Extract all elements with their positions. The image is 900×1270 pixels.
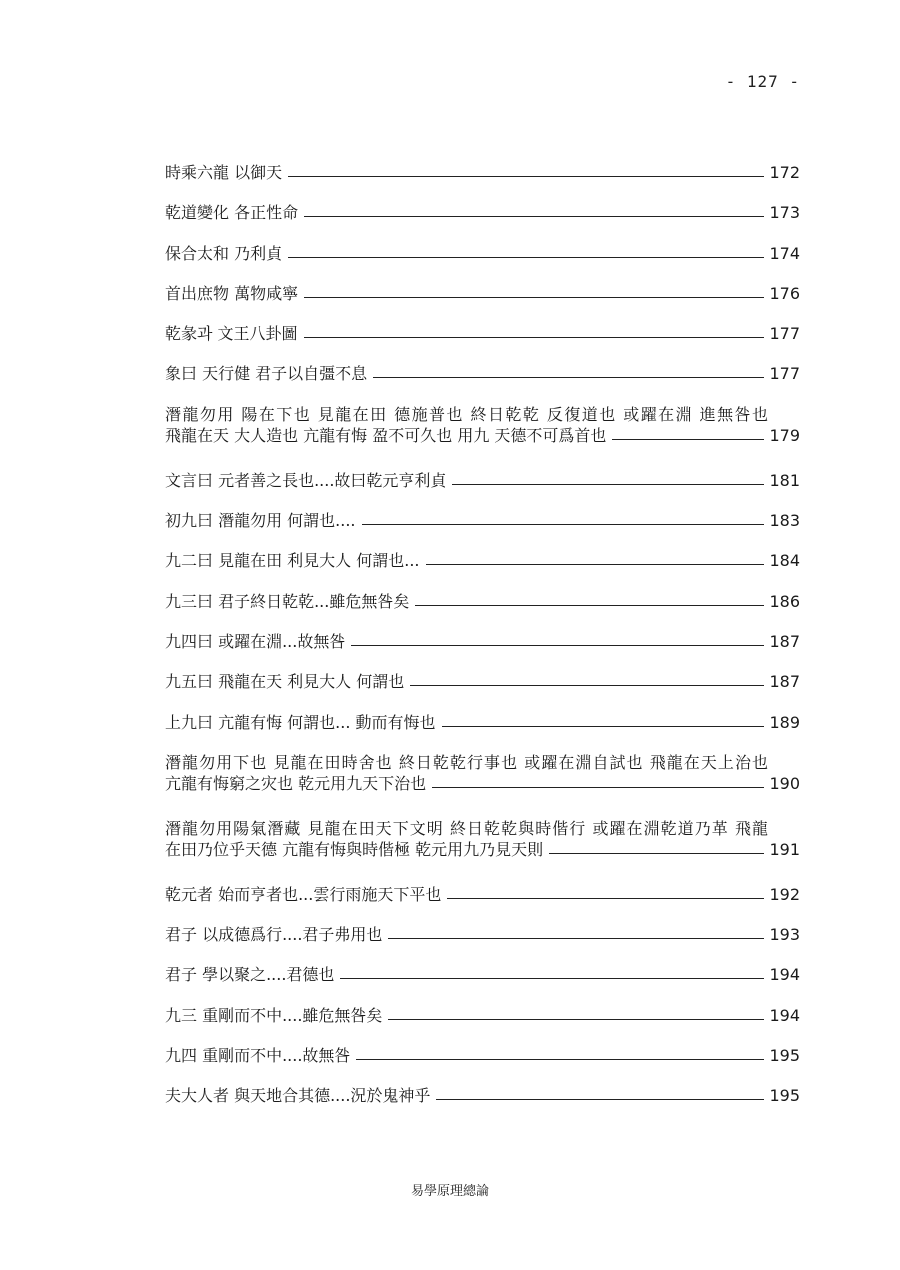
- toc-entry-page: 192: [769, 884, 800, 904]
- toc-entry-title: 九三 重剛而不中....雖危無咎矣: [165, 1005, 383, 1025]
- leader-line: [356, 1059, 764, 1060]
- leader-line: [288, 257, 764, 258]
- toc-entry[interactable]: [165, 283, 800, 304]
- leader-line: [549, 853, 764, 854]
- leader-line: [612, 439, 764, 440]
- toc-entry-page: 176: [769, 283, 800, 303]
- toc-entry[interactable]: [165, 323, 800, 344]
- table-of-contents: [165, 162, 800, 1126]
- toc-entry-title: 九四曰 或躍在淵...故無咎: [165, 631, 346, 651]
- leader-line: [436, 1099, 764, 1100]
- leader-line: [373, 377, 764, 378]
- leader-line: [288, 176, 764, 177]
- toc-entry-title: 君子 學以聚之....君德也: [165, 965, 335, 985]
- leader-line: [340, 978, 764, 979]
- toc-entry[interactable]: [165, 818, 800, 860]
- toc-entry-page: 184: [769, 551, 800, 571]
- toc-entry[interactable]: [165, 510, 800, 531]
- toc-entry-title: 上九曰 亢龍有悔 何謂也... 動而有悔也: [165, 712, 436, 732]
- toc-entry[interactable]: [165, 1005, 800, 1026]
- leader-line: [442, 726, 764, 727]
- toc-entry-page: 174: [769, 243, 800, 263]
- toc-entry-title: 飛龍在天 大人造也 亢龍有悔 盈不可久也 用九 天德不可爲首也: [165, 425, 607, 445]
- toc-entry[interactable]: [165, 712, 800, 733]
- toc-entry-page: 177: [769, 324, 800, 344]
- toc-entry[interactable]: [165, 162, 800, 183]
- toc-entry-page: 195: [769, 1046, 800, 1066]
- toc-entry[interactable]: [165, 631, 800, 652]
- toc-entry-page: 195: [769, 1086, 800, 1106]
- toc-entry-title: 在田乃位乎天德 亢龍有悔與時偕極 乾元用九乃見天則: [165, 839, 544, 859]
- toc-entry-page: 189: [769, 712, 800, 732]
- toc-entry-page: 194: [769, 965, 800, 985]
- toc-entry-title: 初九曰 潛龍勿用 何謂也....: [165, 511, 356, 531]
- toc-entry[interactable]: [165, 924, 800, 945]
- toc-entry-page: 173: [769, 203, 800, 223]
- page-number: - 127 -: [725, 72, 800, 91]
- leader-line: [304, 216, 764, 217]
- toc-entry-page: 194: [769, 1005, 800, 1025]
- toc-entry-title: 乾元者 始而亨者也...雲行雨施天下平也: [165, 884, 442, 904]
- toc-entry-title: 文言曰 元者善之長也....故曰乾元亨利貞: [165, 470, 447, 490]
- toc-entry-title: 九二曰 見龍在田 利見大人 何謂也...: [165, 551, 420, 571]
- toc-entry[interactable]: [165, 404, 800, 446]
- leader-line: [432, 787, 764, 788]
- toc-entry-page: 172: [769, 163, 800, 182]
- toc-entry-page: 179: [769, 425, 800, 445]
- toc-entry-title: 乾道變化 各正性命: [165, 203, 299, 223]
- leader-line: [304, 337, 764, 338]
- leader-line: [388, 1019, 764, 1020]
- toc-entry-title: 亢龍有悔窮之灾也 乾元用九天下治也: [165, 773, 427, 793]
- leader-line: [351, 645, 764, 646]
- toc-entry-title: 乾彖과 文王八卦圖: [165, 324, 298, 344]
- toc-entry-title: 九四 重剛而不中....故無咎: [165, 1046, 351, 1066]
- toc-entry[interactable]: [165, 1085, 800, 1106]
- toc-entry-page: 187: [769, 672, 800, 692]
- toc-entry-title-line1: 潛龍勿用下也 見龍在田時舍也 終日乾乾行事也 或躍在淵自試也 飛龍在天上治也: [165, 752, 768, 772]
- toc-entry[interactable]: [165, 964, 800, 985]
- toc-entry[interactable]: [165, 202, 800, 223]
- toc-entry-title: 時乘六龍 以御天: [165, 163, 283, 182]
- leader-line: [304, 297, 764, 298]
- toc-entry[interactable]: [165, 752, 800, 794]
- toc-entry[interactable]: [165, 1045, 800, 1066]
- toc-entry[interactable]: [165, 363, 800, 384]
- toc-entry-title: 首出庶物 萬物咸寧: [165, 283, 299, 303]
- toc-entry-title: 象曰 天行健 君子以自彊不息: [165, 364, 368, 384]
- toc-entry-title: 夫大人者 與天地合其德....況於鬼神乎: [165, 1086, 431, 1106]
- toc-entry-page: 186: [769, 591, 800, 611]
- toc-entry[interactable]: [165, 243, 800, 264]
- toc-entry-page: 183: [769, 511, 800, 531]
- toc-entry-title: 九三曰 君子終日乾乾...雖危無咎矣: [165, 591, 410, 611]
- leader-line: [452, 484, 764, 485]
- toc-entry[interactable]: [165, 550, 800, 571]
- toc-entry-page: 191: [769, 839, 800, 859]
- toc-entry-page: 193: [769, 925, 800, 945]
- toc-entry[interactable]: [165, 884, 800, 905]
- toc-entry-title-line1: 潛龍勿用陽氣潛藏 見龍在田天下文明 終日乾乾與時偕行 或躍在淵乾道乃革 飛龍: [165, 818, 768, 838]
- toc-entry-page: 187: [769, 631, 800, 651]
- leader-line: [447, 898, 764, 899]
- toc-entry-title: 君子 以成德爲行....君子弗用也: [165, 925, 383, 945]
- toc-entry-page: 181: [769, 470, 800, 490]
- leader-line: [388, 938, 764, 939]
- toc-entry-page: 190: [769, 773, 800, 793]
- toc-entry-title: 九五曰 飛龍在天 利見大人 何謂也: [165, 672, 405, 692]
- toc-entry-page: 177: [769, 364, 800, 384]
- leader-line: [426, 564, 764, 565]
- toc-entry-title-line1: 潛龍勿用 陽在下也 見龍在田 德施普也 終日乾乾 反復道也 或躍在淵 進無咎也: [165, 404, 768, 424]
- toc-entry[interactable]: [165, 470, 800, 491]
- leader-line: [362, 524, 764, 525]
- leader-line: [415, 605, 764, 606]
- footer-book-title: 易學原理總論: [410, 1184, 489, 1199]
- leader-line: [410, 685, 764, 686]
- toc-entry[interactable]: [165, 671, 800, 692]
- toc-entry[interactable]: [165, 591, 800, 612]
- toc-entry-title: 保合太和 乃利貞: [165, 243, 283, 263]
